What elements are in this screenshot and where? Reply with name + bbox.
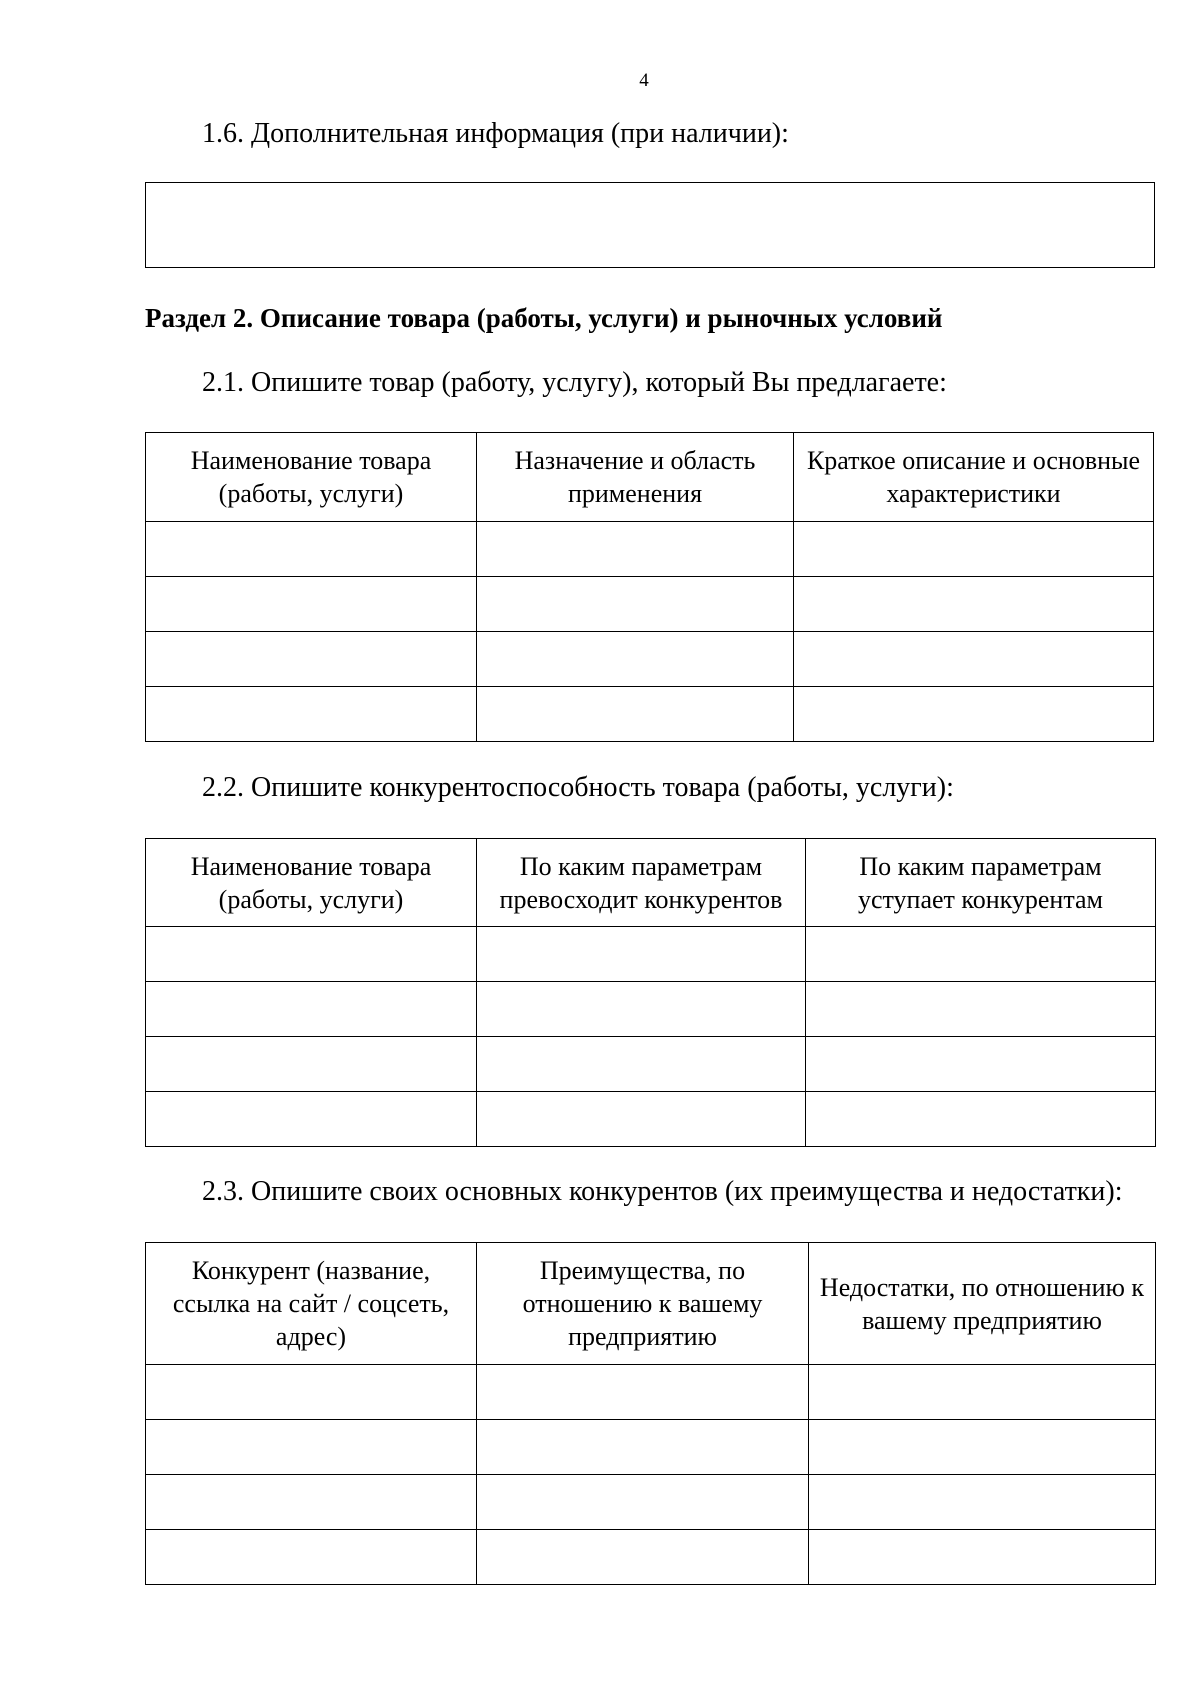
column-header-disadvantages: По каким параметрам уступает конкурентам — [806, 839, 1156, 927]
table-cell[interactable] — [146, 687, 477, 742]
table-cell[interactable] — [477, 1037, 806, 1092]
table-cell[interactable] — [146, 1475, 477, 1530]
page-number: 4 — [639, 70, 649, 91]
column-header-strengths: Преимущества, по отношению к вашему предприятию — [477, 1243, 809, 1365]
table-cell[interactable] — [794, 522, 1154, 577]
table-cell[interactable] — [477, 577, 794, 632]
table-cell[interactable] — [146, 1037, 477, 1092]
question-2-3-label: 2.3. Опишите своих основных конкурентов (их преимущества и недостатки): — [202, 1176, 1123, 1207]
table-cell[interactable] — [477, 982, 806, 1037]
column-header-description: Краткое описание и основные характеристики — [794, 433, 1154, 522]
table-cell[interactable] — [477, 1365, 809, 1420]
column-header-purpose: Назначение и область применения — [477, 433, 794, 522]
table-cell[interactable] — [806, 1092, 1156, 1147]
column-header-advantages: По каким параметрам превосходит конкурентов — [477, 839, 806, 927]
table-row — [146, 982, 1156, 1037]
table-cell[interactable] — [146, 1530, 477, 1585]
column-header-product-name: Наименование товара (работы, услуги) — [146, 839, 477, 927]
table-cell[interactable] — [806, 1037, 1156, 1092]
table-row — [146, 632, 1154, 687]
table-cell[interactable] — [809, 1365, 1156, 1420]
table-row — [146, 1037, 1156, 1092]
table-row — [146, 687, 1154, 742]
table-cell[interactable] — [477, 522, 794, 577]
table-row — [146, 1365, 1156, 1420]
question-2-2-label: 2.2. Опишите конкурентоспособность товара (работы, услуги): — [202, 772, 954, 803]
table-cell[interactable] — [146, 1092, 477, 1147]
table-row — [146, 1092, 1156, 1147]
table-cell[interactable] — [477, 687, 794, 742]
table-header-row — [146, 1243, 1156, 1365]
question-1-6-label: 1.6. Дополнительная информация (при наличии): — [202, 118, 789, 149]
table-cell[interactable] — [809, 1530, 1156, 1585]
competitors-table — [145, 1242, 1156, 1585]
column-header-product-name: Наименование товара (работы, услуги) — [146, 433, 477, 522]
table-header-row — [146, 433, 1154, 522]
table-cell[interactable] — [146, 577, 477, 632]
table-cell[interactable] — [477, 927, 806, 982]
table-cell[interactable] — [794, 687, 1154, 742]
table-cell[interactable] — [146, 927, 477, 982]
additional-info-field[interactable] — [145, 182, 1155, 268]
table-cell[interactable] — [477, 1092, 806, 1147]
table-cell[interactable] — [809, 1420, 1156, 1475]
table-header-row — [146, 839, 1156, 927]
competitiveness-table — [145, 838, 1156, 1147]
column-header-weaknesses: Недостатки, по отношению к вашему предприятию — [809, 1243, 1156, 1365]
question-2-1-label: 2.1. Опишите товар (работу, услугу), который Вы предлагаете: — [202, 367, 947, 398]
table-row — [146, 1420, 1156, 1475]
table-row — [146, 1475, 1156, 1530]
table-row — [146, 522, 1154, 577]
table-cell[interactable] — [477, 632, 794, 687]
section-2-heading: Раздел 2. Описание товара (работы, услуги) и рыночных условий — [145, 303, 943, 333]
table-cell[interactable] — [794, 632, 1154, 687]
product-description-table — [145, 432, 1154, 742]
table-cell[interactable] — [146, 1420, 477, 1475]
table-row — [146, 927, 1156, 982]
table-row — [146, 577, 1154, 632]
table-cell[interactable] — [146, 1365, 477, 1420]
table-cell[interactable] — [146, 522, 477, 577]
table-cell[interactable] — [806, 982, 1156, 1037]
table-cell[interactable] — [477, 1475, 809, 1530]
table-cell[interactable] — [806, 927, 1156, 982]
table-cell[interactable] — [477, 1420, 809, 1475]
table-cell[interactable] — [794, 577, 1154, 632]
table-cell[interactable] — [477, 1530, 809, 1585]
column-header-competitor: Конкурент (название, ссылка на сайт / соцсеть, адрес) — [146, 1243, 477, 1365]
table-cell[interactable] — [146, 632, 477, 687]
table-cell[interactable] — [809, 1475, 1156, 1530]
table-cell[interactable] — [146, 982, 477, 1037]
table-row — [146, 1530, 1156, 1585]
